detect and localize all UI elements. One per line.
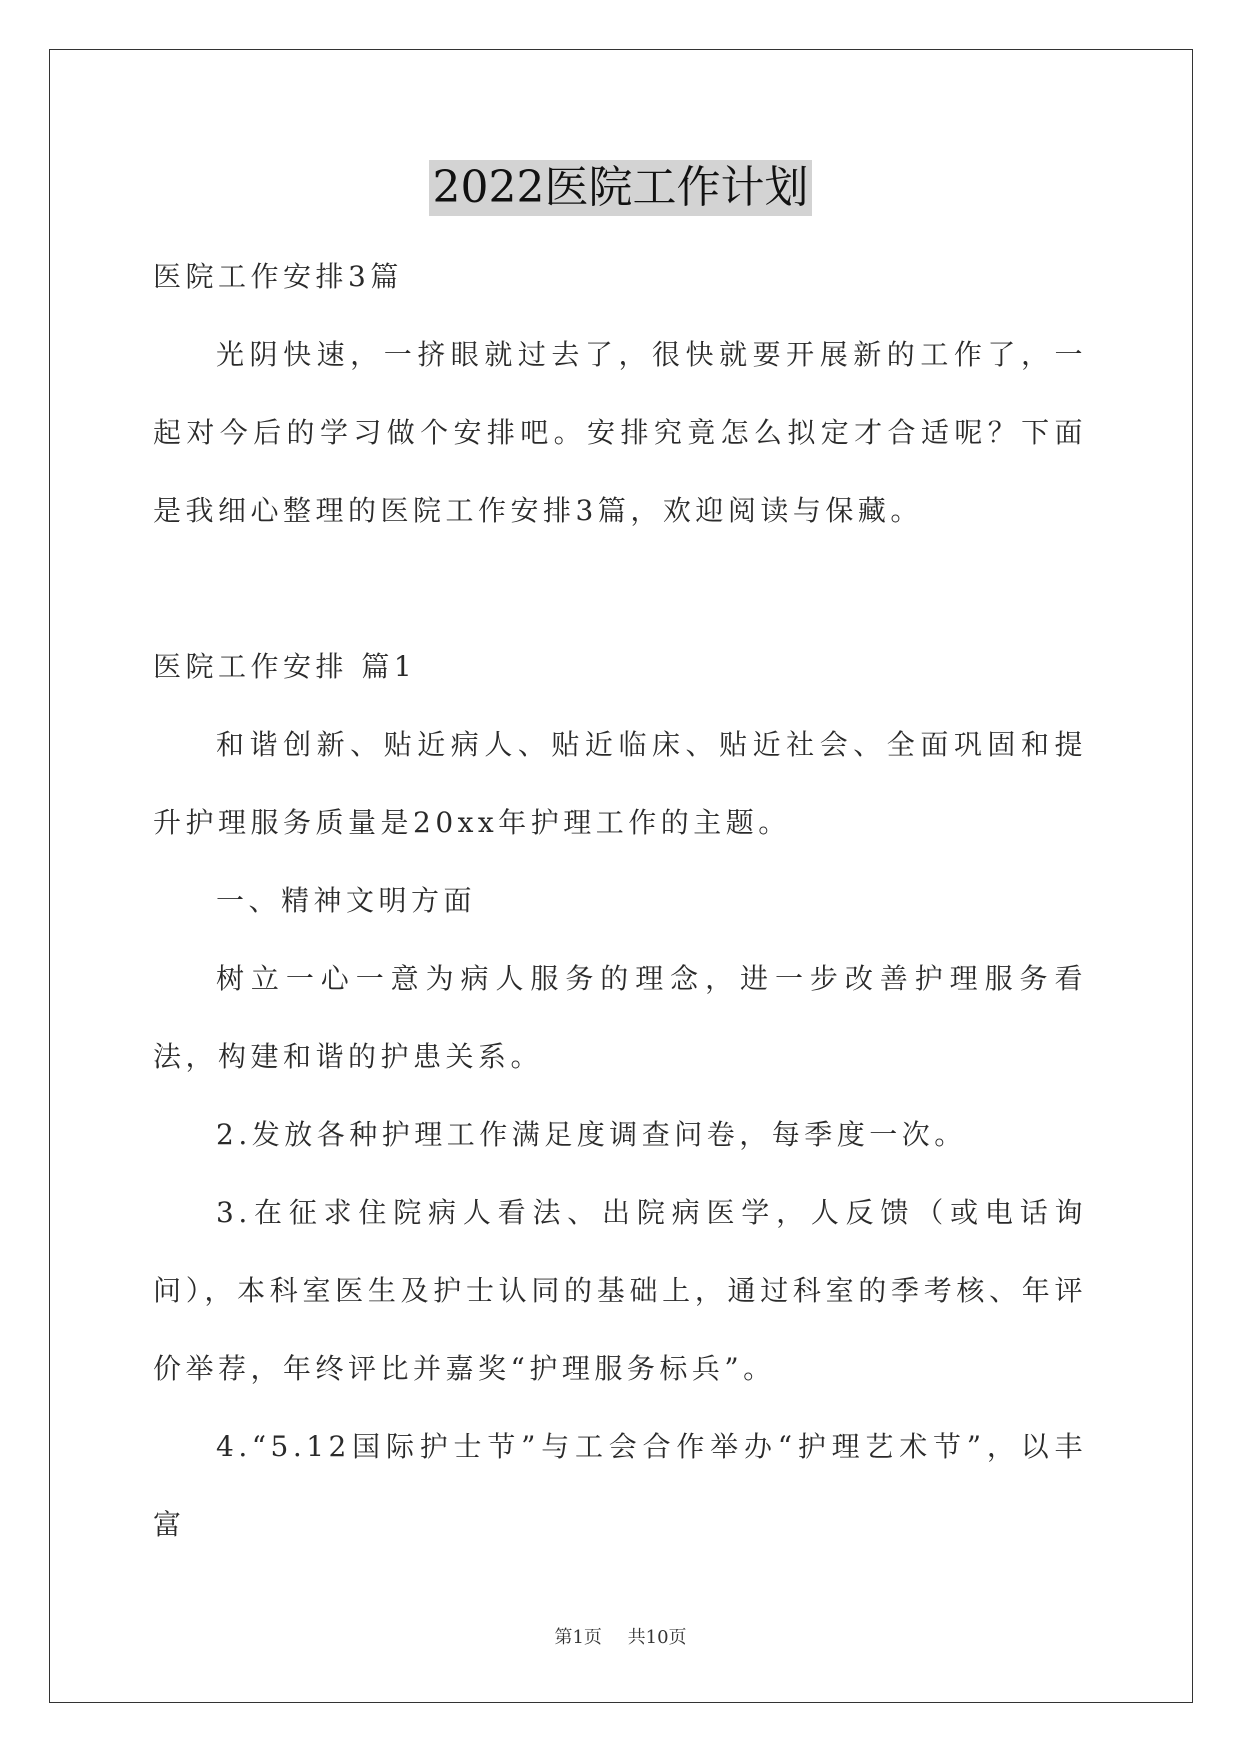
- page-number: 第1页: [554, 1627, 602, 1648]
- blank-line: [153, 550, 1087, 628]
- document-body: [153, 238, 1087, 1564]
- document-title: 2022医院工作计划: [429, 160, 813, 216]
- page-footer: [0, 1626, 1241, 1650]
- paragraph-theme: 和谐创新、贴近病人、贴近临床、贴近社会、全面巩固和提升护理服务质量是20xx年护理工作的主题。: [153, 728, 1087, 839]
- paragraph-item-2: 2.发放各种护理工作满足度调查问卷，每季度一次。: [216, 1118, 967, 1151]
- paragraph-item-4: 4.“5.12国际护士节”与工会合作举办“护理艺术节”，以丰富: [153, 1430, 1087, 1541]
- section-heading: 医院工作安排 篇1: [153, 650, 417, 683]
- title-container: [0, 160, 1241, 216]
- paragraph-intro: 光阴快速，一挤眼就过去了，很快就要开展新的工作了，一起对今后的学习做个安排吧。安排究竟怎么拟定才合适呢？下面是我细心整理的医院工作安排3篇，欢迎阅读与保藏。: [153, 338, 1087, 527]
- paragraph-item-1: 树立一心一意为病人服务的理念，进一步改善护理服务看法，构建和谐的护患关系。: [153, 962, 1087, 1073]
- page-total: 共10页: [627, 1627, 687, 1648]
- paragraph-item-3: 3.在征求住院病人看法、出院病医学，人反馈（或电话询问），本科室医生及护士认同的基础上，通过科室的季考核、年评价举荐，年终评比并嘉奖“护理服务标兵”。: [153, 1196, 1087, 1385]
- subsection-heading: 一、精神文明方面: [216, 884, 477, 917]
- paragraph-intro-heading: 医院工作安排3篇: [153, 260, 403, 293]
